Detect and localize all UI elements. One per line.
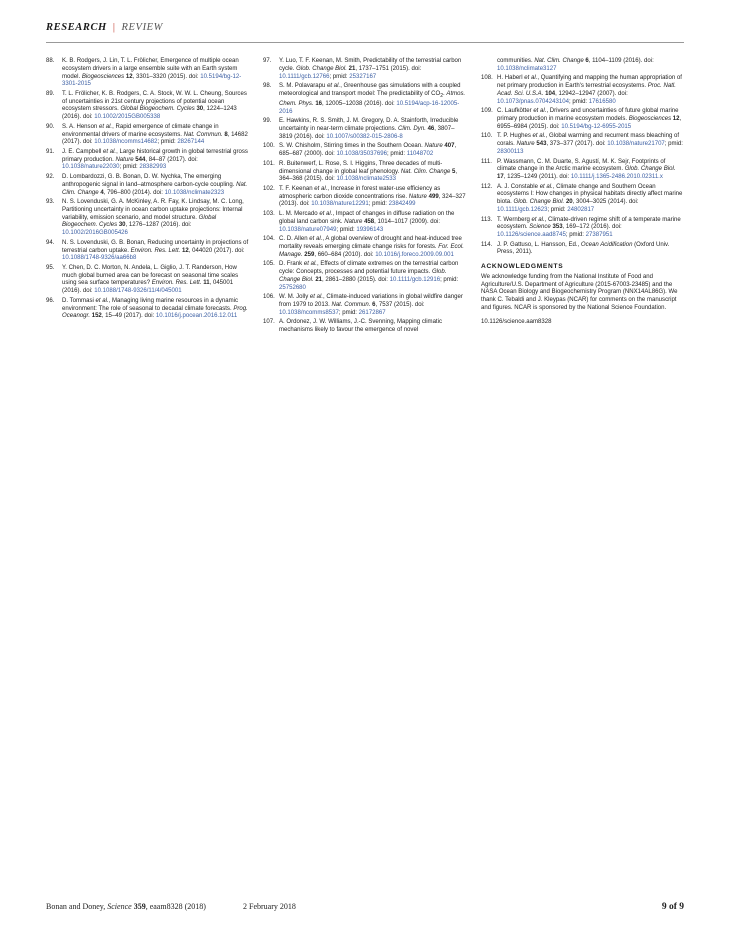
reference-text: 407 [444, 143, 455, 150]
reference-text: 353 [552, 224, 563, 231]
reference-link[interactable]: 10.1073/pnas.0704243104 [497, 98, 569, 105]
footer-article-id: , eaam8328 (2018) [145, 902, 206, 911]
reference-text: Glob. Change Biol. [279, 269, 447, 283]
reference-text: ; pmid: [440, 276, 459, 283]
reference-text: , Drivers and uncertainties of future global marine primary production in marine ecosystem models. [497, 108, 679, 123]
reference-item [263, 319, 466, 335]
page-footer [46, 902, 684, 914]
reference-text: Global Biogeochem. Cycles [120, 106, 195, 113]
reference-text: 8 [224, 131, 228, 138]
reference-link[interactable]: 10.1038/35037696 [336, 151, 387, 158]
reference-text: J. P. Gattuso, L. Hansson, Ed., [497, 241, 581, 248]
reference-text: T. L. Frölicher, K. B. Rodgers, C. A. Stock, W. W. L. Cheung, Sources of uncertainties in 21st century projections of potential ocean ecosystem stressors. [62, 90, 247, 113]
reference-item [481, 159, 684, 182]
reference-link[interactable]: 10.1038/nature07949 [279, 226, 337, 233]
footer-authors: Bonan and Doney, [46, 902, 108, 911]
reference-text: Biogeosciences [81, 73, 125, 80]
reference-text: , 84–87 (2017). doi: [145, 156, 198, 163]
reference-text: et al. [98, 123, 113, 130]
footer-journal: Science [107, 902, 132, 911]
reference-number: 101. [263, 160, 275, 167]
reference-item [481, 217, 684, 240]
reference-item [46, 124, 249, 147]
reference-text: Glob. Change Biol. [513, 199, 565, 206]
reference-link[interactable]: 11048702 [406, 151, 434, 158]
reference-text: , 14682 (2017). doi: [62, 131, 248, 146]
reference-link[interactable]: 10.1088/1748-9326/11/4/045001 [94, 288, 182, 295]
reference-text: , Managing living marine resources in a dynamic environment: The role of seasonal to decadal climate forecasts. [62, 297, 239, 312]
reference-text: et al. [533, 108, 547, 115]
reference-text: , Rapid emergence of climate change in environmental drivers of marine ecosystems. [62, 123, 219, 138]
reference-text: Nat. Clim. Change [62, 181, 248, 196]
footer-date: 2 February 2018 [243, 902, 296, 911]
reference-item [481, 242, 684, 258]
reference-text: , 3301–3320 (2015). doi: [132, 73, 201, 80]
reference-text: Y. Chen, D. C. Morton, N. Andela, L. Giglio, J. T. Randerson, How much global burned area can be forecast on seasonal time scales using sea surface temperatures? [62, 264, 239, 287]
reference-item [481, 184, 684, 215]
reference-item [263, 211, 466, 234]
reference-text: Nat. Clim. Change [534, 58, 584, 64]
reference-text: , 1224–1243 (2016). doi: [62, 106, 237, 121]
reference-text: , 324–327 (2013). doi: [279, 193, 466, 208]
reference-link[interactable]: 10.1126/science.aad8745 [497, 232, 566, 239]
header-section: RESEARCH [46, 22, 107, 33]
reference-text: 104 [545, 90, 556, 97]
reference-text: T. Wernberg [497, 216, 532, 223]
reference-text: K. B. Rodgers, J. Lin, T. L. Frölicher, Emergence of multiple ocean ecosystem drivers in a large ensemble suite with an Earth system model. [62, 58, 239, 80]
reference-text: , Effects of climate extremes on the terrestrial carbon cycle: Concepts, processes and potential future impacts. [279, 261, 459, 276]
reference-text: , 3807–3819 (2016). doi: [279, 125, 455, 140]
reference-link[interactable]: 10.1088/1748-9326/aa66b8 [62, 255, 137, 262]
article-doi: 10.1126/science.aam8328 [481, 318, 552, 325]
reference-text: , 1235–1249 (2011). doi: [503, 174, 571, 181]
reference-number: 92. [46, 174, 55, 181]
reference-item [481, 75, 684, 106]
reference-text: , 364–368 (2015). doi: [279, 168, 458, 183]
reference-number: 95. [46, 264, 55, 271]
reference-link[interactable]: 24802817 [567, 206, 595, 213]
reference-text: ; pmid: [368, 201, 389, 208]
reference-text: et al. [309, 294, 324, 301]
reference-text: , 045001 (2016). doi: [62, 280, 234, 295]
reference-text: R. Buitenwerf, L. Rose, S. I. Higgins, Three decades of multi-dimensional change in global leaf phenology. [279, 160, 443, 175]
reference-item [263, 58, 466, 81]
reference-text: , 6955–6984 (2015). doi: [497, 116, 682, 130]
reference-item [46, 174, 249, 197]
reference-text: ; pmid: [336, 226, 357, 233]
reference-number: 109. [481, 108, 493, 115]
reference-text: et al. [327, 83, 341, 90]
reference-text: L. M. Mercado [279, 211, 320, 218]
reference-number: 97. [263, 58, 272, 64]
reference-text: A. Ordonez, J. W. Williams, J.-C. Svenning, Mapping climatic mechanisms likely to favour the emergence of novel [279, 319, 442, 334]
reference-text: 4 [100, 189, 104, 196]
reference-text: et al. [531, 216, 545, 223]
reference-number: 108. [481, 75, 493, 82]
reference-link[interactable]: 10.5194/bg-12-6955-2015 [561, 123, 632, 130]
reference-link[interactable]: 10.1038/nclimate3127 [497, 65, 557, 72]
reference-link[interactable]: 10.1038/nclimate2533 [336, 176, 397, 183]
reference-text: 11 [203, 280, 210, 287]
reference-text: , 169–172 (2016). doi: [562, 224, 622, 231]
reference-text: Glob. Change Biol. [624, 166, 676, 173]
reference-text: , Impact of changes in diffuse radiation on the global land carbon sink. [279, 211, 455, 225]
reference-link[interactable]: 19396143 [356, 226, 384, 233]
reference-text: S. M. Polavarapu [279, 83, 328, 90]
reference-number: 111. [481, 158, 492, 165]
reference-link[interactable]: 10.1038/ncomms14682 [94, 139, 158, 146]
reference-text: et al. [303, 261, 317, 268]
reference-text: D. Frank [279, 261, 304, 268]
reference-text: , Climate-driven regime shift of a temperate marine ecosystem. [497, 216, 681, 231]
reference-text: 12 [125, 73, 133, 80]
reference-number: 99. [263, 118, 272, 125]
reference-item [263, 261, 466, 292]
reference-text: Science [529, 224, 551, 231]
reference-link[interactable]: 10.1038/nclimate2323 [164, 189, 225, 196]
reference-text: 30 [196, 106, 204, 113]
reference-number: 96. [46, 297, 55, 304]
reference-link[interactable]: 10.1111/gcb.12623 [497, 206, 548, 213]
reference-text: ; pmid: [338, 309, 359, 316]
reference-text: , 1737–1751 (2015). doi: [355, 65, 422, 72]
acknowledgments-text: We acknowledge funding from the National Institute of Food and Agriculture/U.S. Department of Agriculture (2015-67003-23485) and the NASA Ocean Biology and Biogeochemistry Program (NNX14AL86G). We thank C. Tebaldi and J. Kleypas (NCAR) for comments on the manuscript and figures. NCAR is sponsored by the National Science Foundation. [481, 273, 678, 311]
reference-text: Atmos. Chem. Phys. [279, 90, 466, 107]
reference-text: W. M. Jolly [279, 294, 310, 301]
reference-text: et al. [103, 148, 117, 155]
reference-text: Prog. Oceanogr. [62, 305, 248, 320]
reference-link[interactable]: 10.5194/acp-16-12005-2016 [279, 100, 460, 115]
reference-number: 113. [481, 216, 493, 223]
reference-text: 16 [315, 100, 323, 107]
reference-text: et al. [314, 185, 328, 192]
page-number: 9 of 9 [661, 902, 684, 912]
reference-number: 110. [481, 133, 493, 140]
reference-text: 21 [348, 65, 356, 72]
reference-text: , 3004–3025 (2014). doi: [572, 199, 639, 206]
reference-text: , 1014–1017 (2009). doi: [374, 218, 441, 225]
reference-link[interactable]: 26172867 [358, 309, 386, 316]
reference-link[interactable]: 10.1111/gcb.12766 [279, 73, 330, 80]
reference-text: 543 [536, 141, 547, 148]
reference-text: A. J. Constable [497, 183, 540, 190]
reference-text: Clim. Dyn. [397, 125, 426, 132]
reference-item [263, 118, 466, 141]
reference-text: 46 [427, 125, 435, 132]
reference-text: For. Ecol. Manage. [279, 243, 464, 258]
reference-text: D. Lombardozzi, G. B. Bonan, D. W. Nychka, The emerging anthropogenic signal in land–atmosphere carbon-cycle coupling. [62, 174, 237, 188]
reference-text: et al. [319, 211, 333, 218]
reference-text: , 12942–12947 (2007). doi: [555, 90, 628, 97]
reference-item [263, 83, 466, 116]
reference-number: 112. [481, 183, 493, 190]
reference-text: 544 [135, 156, 146, 163]
reference-text: , 7537 (2015). doi: [375, 301, 425, 308]
reference-item [481, 133, 684, 156]
reference-text: Environ. Res. Lett. [130, 247, 181, 254]
reference-text: Nat. Clim. Change [400, 168, 451, 175]
reference-text: ; pmid: [565, 232, 586, 239]
reference-text: ; pmid: [664, 141, 683, 148]
reference-text: Nature [408, 193, 427, 200]
reference-text: 20 [565, 199, 573, 206]
reference-link[interactable]: 28300113 [497, 148, 524, 155]
reference-link[interactable]: 10.1111/j.1365-2486.2010.02311.x [570, 174, 663, 181]
reference-text: , 796–800 (2014). doi: [103, 189, 165, 196]
reference-text: N. S. Lovenduski, G. B. Bonan, Reducing uncertainty in projections of terrestrial carbon uptake. [62, 239, 249, 254]
reference-number: 106. [263, 294, 275, 301]
reference-text: 21 [315, 276, 323, 283]
reference-number: 105. [263, 261, 275, 268]
reference-text: Nature [344, 218, 363, 225]
reference-text: C. Laufkötter [497, 108, 534, 115]
reference-text: Environ. Res. Lett. [151, 280, 202, 287]
reference-item [263, 143, 466, 159]
reference-text: Nat. Commun. [183, 131, 223, 138]
reference-text: , 685–687 (2000). doi: [279, 143, 457, 158]
reference-link[interactable]: 10.1016/j.pocean.2016.12.011 [155, 313, 238, 320]
reference-column-1 [46, 58, 249, 323]
reference-link[interactable]: 28382993 [139, 164, 167, 171]
reference-text: Nature [115, 156, 134, 163]
reference-number: 93. [46, 199, 55, 206]
reference-text: et al. [309, 236, 323, 243]
reference-number: 89. [46, 90, 55, 97]
reference-text: 6 [585, 58, 589, 64]
reference-text: 152 [91, 313, 102, 320]
reference-number: 114. [481, 241, 493, 248]
reference-text: et al. [532, 133, 546, 140]
reference-text: D. Tommasi [62, 297, 96, 304]
reference-number: 104. [263, 236, 275, 243]
reference-text: , Increase in forest water-use efficiency as atmospheric carbon dioxide concentrations rise. [279, 185, 441, 200]
reference-link[interactable]: 23842499 [388, 201, 416, 208]
header-separator: | [112, 22, 116, 33]
footer-volume: 359 [133, 902, 146, 911]
reference-link[interactable]: 10.1016/j.foreco.2009.09.001 [375, 251, 454, 258]
reference-item [263, 294, 466, 317]
reference-text: , 1104–1109 (2016). doi: [588, 58, 654, 64]
reference-text: , Quantifying and mapping the human appropriation of net primary production in Earth's terrestrial ecosystems. [497, 75, 682, 90]
reference-number: 94. [46, 239, 55, 246]
reference-text: et al. [524, 75, 538, 82]
reference-text: ; pmid: [329, 73, 350, 80]
reference-item [263, 236, 466, 259]
reference-column-3 [481, 58, 684, 326]
reference-text: Glob. Change Biol. [296, 65, 347, 72]
reference-text: , Climate change and Southern Ocean ecosystems I: How changes in physical habitats directly affect marine biota. [497, 183, 683, 206]
reference-item [263, 186, 466, 209]
reference-text: , Climate-induced variations in global wildfire danger from 1979 to 2013. [279, 294, 463, 308]
reference-item [481, 108, 684, 131]
reference-text: (Oxford Univ. Press, 2011). [497, 241, 670, 256]
reference-text: ; pmid: [157, 139, 178, 146]
reference-text: 12 [672, 116, 680, 123]
reference-number: 100. [263, 143, 275, 150]
reference-link[interactable]: 10.5194/bg-12-3301-2015 [62, 73, 242, 88]
reference-item [46, 298, 249, 321]
reference-text: 499 [428, 193, 439, 200]
reference-text: 259 [304, 251, 315, 258]
reference-text: Y. Luo, T. F. Keenan, M. Smith, Predictability of the terrestrial carbon cycle. [279, 58, 462, 72]
reference-item [46, 58, 249, 89]
reference-text: , 2861–2880 (2015). doi: [322, 276, 390, 283]
reference-text: Proc. Natl. Acad. Sci. U.S.A. [497, 83, 676, 97]
reference-text: , 373–377 (2017). doi: [546, 141, 608, 148]
reference-text: T. P. Hughes [497, 133, 533, 140]
reference-text: , Large historical growth in global terrestrial gross primary production. [62, 148, 248, 163]
reference-text: P. Wassmann, C. M. Duarte, S. Agustí, M. K. Sejr, Footprints of climate change in the Arctic marine ecosystem. [497, 158, 666, 173]
reference-number: 107. [263, 319, 275, 326]
reference-text: 6 [372, 301, 376, 308]
reference-text: 2 [440, 93, 444, 100]
reference-link[interactable]: 28267144 [177, 139, 205, 146]
reference-column-2 [263, 58, 466, 337]
reference-text: , A global overview of drought and heat-induced tree mortality reveals emerging climate change risks for forests. [279, 236, 462, 250]
reference-text: J. E. Campbell [62, 148, 103, 155]
reference-item [46, 149, 249, 172]
reference-text: ; pmid: [547, 206, 568, 213]
reference-list-3 [481, 58, 684, 257]
reference-link[interactable]: 10.1111/gcb.12916 [389, 276, 441, 283]
reference-text: , 1276–1287 (2016). doi: [125, 222, 192, 229]
header-article-type: REVIEW [121, 22, 164, 33]
reference-item [46, 265, 249, 296]
reference-number: 90. [46, 123, 55, 130]
acknowledgments-heading: ACKNOWLEDGMENTS [481, 263, 564, 271]
reference-text: E. Hawkins, R. S. Smith, J. M. Gregory, D. A. Stainforth, Irreducible uncertainty in near-term climate projections. [279, 118, 459, 132]
reference-text: , 15–49 (2017). doi: [101, 313, 156, 320]
running-header [46, 22, 684, 43]
reference-number: 103. [263, 211, 275, 218]
reference-text: T. F. Keenan [279, 185, 315, 192]
reference-link[interactable]: 10.1038/nature22030 [62, 164, 120, 171]
reference-text: Global Biogeochem. Cycles [62, 214, 217, 229]
reference-number: 102. [263, 185, 275, 192]
reference-text: , 12005–12038 (2016). doi: [322, 100, 397, 107]
reference-text: ; pmid: [568, 98, 589, 105]
reference-text: Nat. Commun. [331, 301, 371, 308]
reference-text: S. A. Henson [62, 123, 99, 130]
reference-text: communities. [497, 58, 535, 64]
reference-link[interactable]: 10.1002/2016GB005426 [62, 230, 128, 237]
reference-item [263, 161, 466, 184]
reference-number: 98. [263, 83, 272, 90]
reference-text: Ocean Acidification [580, 241, 633, 248]
reference-text: Nature [424, 143, 443, 150]
footer-citation [46, 902, 206, 911]
reference-link[interactable]: 10.1002/2015GB005338 [94, 114, 161, 121]
reference-text: 458 [364, 218, 375, 225]
reference-text: 30 [118, 222, 126, 229]
reference-text: N. S. Lovenduski, G. A. McKinley, A. R. Fay, K. Lindsay, M. C. Long, Partitioning uncertainty in ocean carbon uptake projections: Internal variability, emission scenario, and model structure. [62, 199, 244, 221]
reference-link[interactable]: 10.1038/ncomms8537 [279, 309, 339, 316]
reference-text: 5 [452, 168, 456, 175]
reference-text: Biogeosciences [628, 116, 672, 123]
reference-number: 91. [46, 148, 55, 155]
reference-text: 17 [497, 174, 504, 181]
reference-text: , 660–684 (2010). doi: [314, 251, 376, 258]
reference-item [46, 91, 249, 122]
reference-item [46, 240, 249, 263]
reference-text: ; pmid: [119, 164, 140, 171]
reference-text: , 044020 (2017). doi: [188, 247, 245, 254]
reference-text: H. Haberl [497, 75, 525, 82]
reference-link[interactable]: 25327167 [349, 73, 377, 80]
reference-text: S. W. Chisholm, Stirring times in the Southern Ocean. [279, 143, 425, 150]
reference-text: , Global warming and recurrent mass bleaching of corals. [497, 133, 680, 148]
reference-item [481, 58, 684, 74]
reference-link[interactable]: 10.1007/s00382-015-2806-8 [326, 133, 403, 140]
reference-text: C. D. Allen [279, 236, 310, 243]
reference-text: et al. [539, 183, 553, 190]
reference-link[interactable]: 25752680 [279, 284, 306, 291]
reference-link[interactable]: 10.1038/nature21707 [607, 141, 665, 148]
reference-link[interactable]: 17616580 [588, 98, 616, 105]
reference-number: 88. [46, 58, 55, 64]
reference-text: . [443, 90, 447, 97]
reference-text: Nature [516, 141, 535, 148]
reference-link[interactable]: 10.1038/nature12291 [311, 201, 369, 208]
reference-text: ; pmid: [386, 151, 407, 158]
reference-text: , Greenhouse gas simulations with a coupled meteorological and transport model: The predictability of CO [279, 83, 461, 97]
reference-text: et al. [95, 297, 109, 304]
reference-link[interactable]: 27387951 [585, 232, 613, 239]
reference-text: 12 [182, 247, 189, 254]
reference-item [46, 199, 249, 238]
